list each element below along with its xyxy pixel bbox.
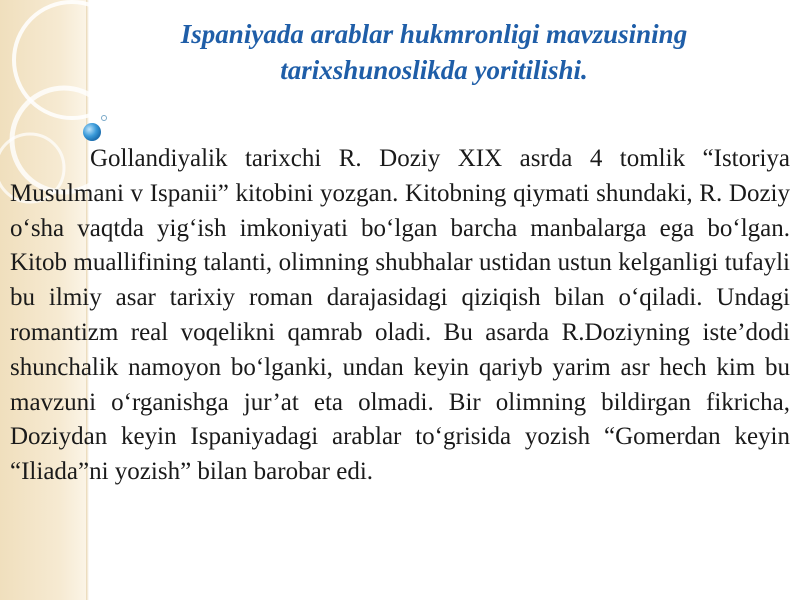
slide-title [100,16,768,88]
slide-title-line-1: Ispaniyada arablar hukmronligi mavzusining [180,19,688,49]
slide-body-paragraph: Gollandiyalik tarixchi R. Doziy XIX asrda 4 tomlik “Istoriya Musulmani v Ispanii” kitobini yozgan. Kitobning qiymati shundaki, R. Doziy o‘sha vaqtda yig‘ish imkoniyati bo‘lgan barcha manbalarga ega bo‘lgan. Kitob muallifining talanti, olimning shubhalar ustidan ustun kelganligi tufayli bu ilmiy asar tarixiy roman darajasidagi qiziqish bilan o‘qiladi. Undagi romantizm real voqelikni qamrab oladi. Bu asarda R.Doziyning iste’dodi shunchalik namoyon bo‘lganki, undan keyin qariyb yarim asr hech kim bu mavzuni o‘rganishga jur’at eta olmadi. Bir olimning bildirgan fikricha, Doziydan keyin Ispaniyadagi arablar to‘grisida yozish “Gomerdan keyin “Iliada”ni yozish” bilan barobar edi. [10,145,790,486]
slide-title-line-2: tarixshunoslikda yoritilishi. [280,55,588,85]
